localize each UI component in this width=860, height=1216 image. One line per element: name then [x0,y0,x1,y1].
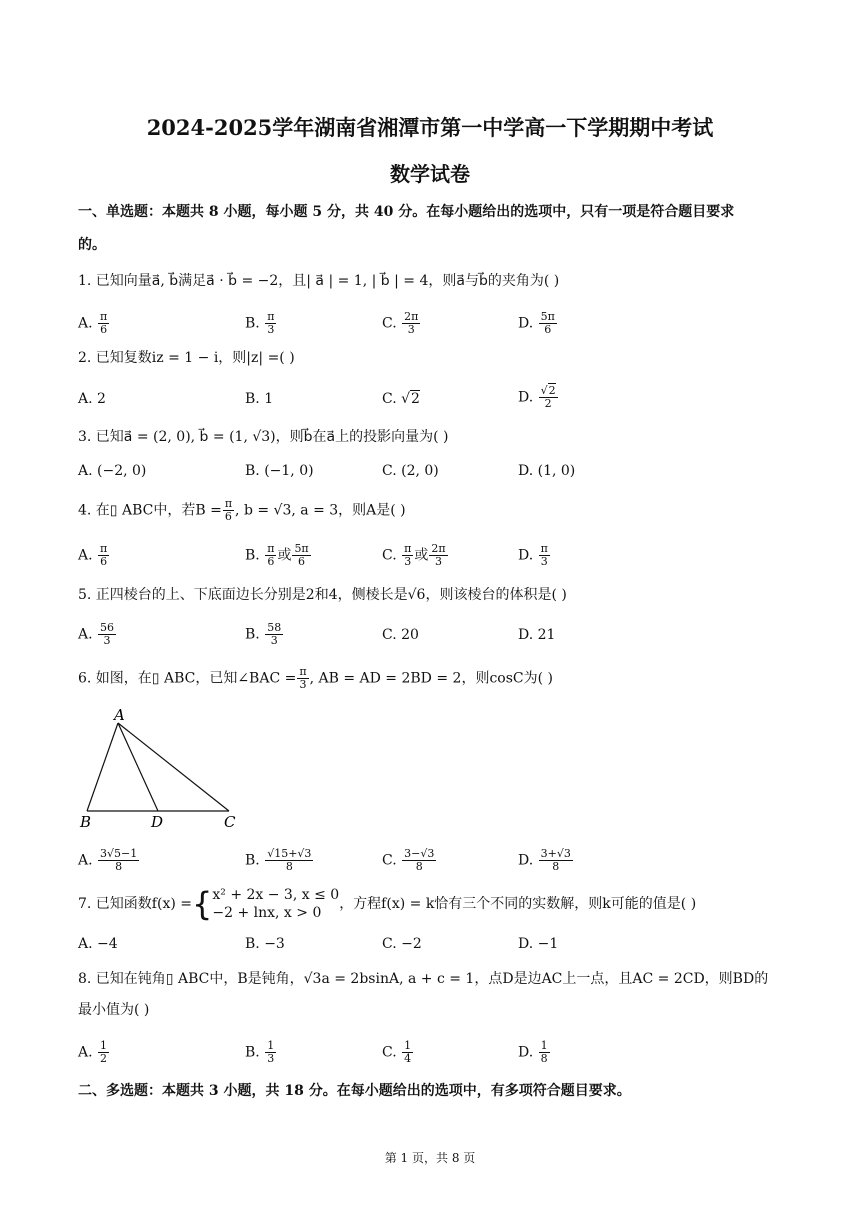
question-4-stem: 4. 在▯ ABC中，若B = $\frac{\pi}{6}$ , b = √3, a = 3，则A是( ) [78,497,406,523]
q1-option-b: B. $\frac{\pi}{3}$ [245,310,275,336]
section-2-heading: 二、多选题：本题共 3 小题，共 18 分。在每小题给出的选项中，有多项符合题目要求。 [78,1083,631,1099]
side-ab [87,723,118,811]
q7-option-a: A. −4 [78,936,118,952]
q2-option-c: C. √2 [382,391,420,407]
segment-ad [118,723,158,811]
side-ac [118,723,229,811]
section-1-heading-line1: 一、单选题：本题共 8 小题，每小题 5 分，共 40 分。在每小题给出的选项中，只有一项是符合题目要求 [78,204,735,220]
q5-option-c: C. 20 [382,627,419,643]
q4-option-d: D. $\frac{\pi}{3}$ [518,542,548,568]
page-footer: 第 1 页，共 8 页 [384,1151,476,1165]
q4-option-c: C. $\frac{\pi}{3}$ 或 $\frac{2\pi}{3}$ [382,542,446,568]
q4-option-b: B. $\frac{\pi}{6}$ 或 $\frac{5\pi}{6}$ [245,542,309,568]
label-c: C [224,813,236,831]
q3-option-d: D. (1, 0) [518,463,576,479]
q8-option-d: D. $\frac{1}{8}$ [518,1039,548,1065]
q6-option-b: B. $\frac{√15+√3}{8}$ [245,847,312,873]
question-6-stem: 6. 如图，在▯ ABC，已知∠BAC = $\frac{\pi}{3}$ , AB = AD = 2BD = 2，则cosC为( ) [78,665,553,691]
q7-option-c: C. −2 [382,936,422,952]
q5-option-b: B. $\frac{58}{3}$ [245,621,282,647]
brace-symbol: { [192,885,213,923]
q7-option-b: B. −3 [245,936,285,952]
label-a: A [114,706,125,724]
question-3-stem: 3. 已知a⃗ = (2, 0), b⃗ = (1, √3)，则b⃗在a⃗上的投影向量为( ) [78,429,449,445]
q7-option-d: D. −1 [518,936,559,952]
q1-option-a: A. $\frac{\pi}{6}$ [78,310,108,336]
q1-option-c: C. $\frac{2\pi}{3}$ [382,310,419,336]
q6-option-c: C. $\frac{3-√3}{8}$ [382,847,435,873]
exam-title: 2024-2025学年湖南省湘潭市第一中学高一下学期期中考试 [146,115,714,140]
question-8-stem-line2: 最小值为( ) [78,1002,150,1018]
q8-option-c: C. $\frac{1}{4}$ [382,1039,412,1065]
q3-option-c: C. (2, 0) [382,463,439,479]
question-7-stem: 7. 已知函数f(x) ={ x² + 2x − 3, x ≤ 0 −2 + lnx, x > 0 ，方程f(x) = k恰有三个不同的实数解，则k可能的值是( ) [78,885,697,923]
section-1-heading-line2: 的。 [78,237,106,253]
q4-option-a: A. $\frac{\pi}{6}$ [78,542,108,568]
q8-option-b: B. $\frac{1}{3}$ [245,1039,275,1065]
label-d: D [151,813,164,831]
question-8-stem-line1: 8. 已知在钝角▯ ABC中，B是钝角，√3a = 2bsinA, a + c = 1，点D是边AC上一点，且AC = 2CD，则BD的 [78,971,769,987]
question-1-stem: 1. 已知向量a⃗, b⃗满足a⃗ · b⃗ = −2，且| a⃗ | = 1, | b⃗ | = 4，则a⃗与b⃗的夹角为( ) [78,273,560,289]
label-b: B [80,813,92,831]
q3-option-b: B. (−1, 0) [245,463,314,479]
q2-option-b: B. 1 [245,391,274,407]
q6-option-a: A. $\frac{3√5-1}{8}$ [78,847,138,873]
q2-option-a: A. 2 [78,391,106,407]
q1-option-d: D. $\frac{5\pi}{6}$ [518,310,555,336]
q3-option-a: A. (−2, 0) [78,463,147,479]
q5-option-a: A. $\frac{56}{3}$ [78,621,115,647]
piecewise-cases: x² + 2x − 3, x ≤ 0 −2 + lnx, x > 0 [212,887,340,921]
question-2-stem: 2. 已知复数iz = 1 − i，则|z| =( ) [78,350,295,366]
q5-option-d: D. 21 [518,627,556,643]
exam-subtitle: 数学试卷 [390,162,470,186]
q2-option-d: D. $\frac{√2}{2}$ [518,384,556,410]
question-5-stem: 5. 正四棱台的上、下底面边长分别是2和4，侧棱长是√6，则该棱台的体积是( ) [78,587,567,603]
q8-option-a: A. $\frac{1}{2}$ [78,1039,108,1065]
q6-option-d: D. $\frac{3+√3}{8}$ [518,847,571,873]
triangle-figure [72,706,242,831]
